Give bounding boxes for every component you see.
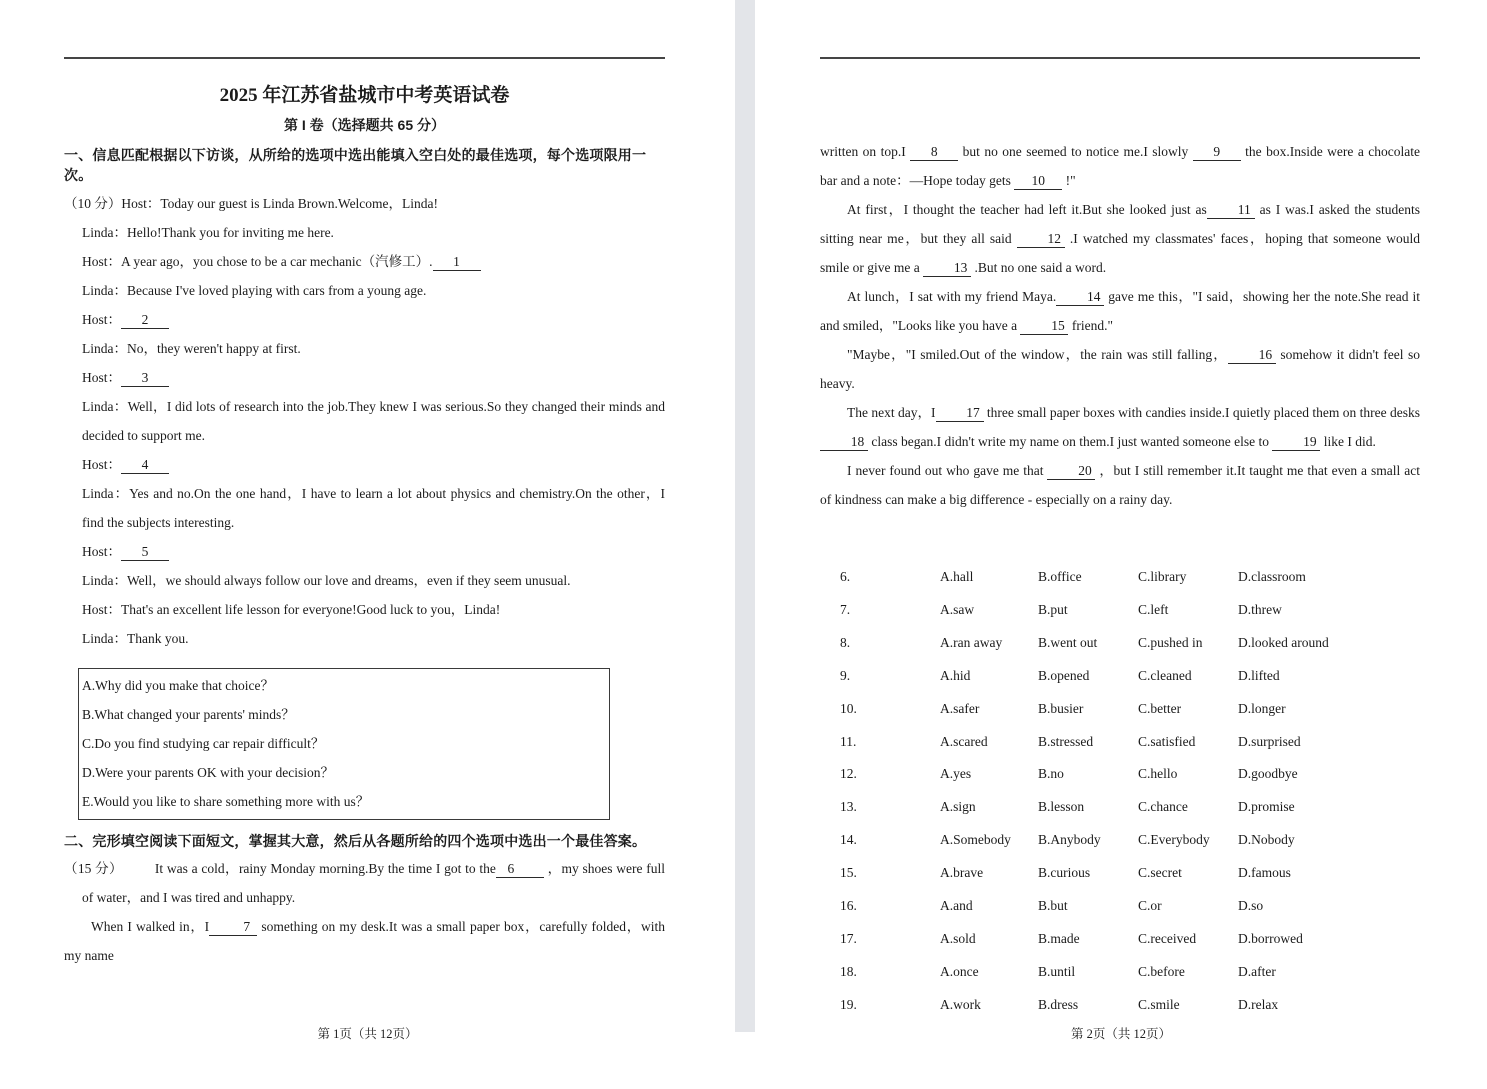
choice-d: D.so [1238,898,1264,914]
header-rule [64,57,665,59]
choice-a: A.once [940,963,979,979]
choice-row [840,824,1420,857]
answer-blank-7: 7 [209,919,257,936]
dialogue-line: Host：A year ago，you chose to be a car mechanic（汽修工）. 1 [64,247,665,276]
question-number: 15. [840,865,857,881]
page2-footer: 第 2页（共 12页） [1070,1027,1171,1041]
option-item: C.Do you find studying car repair difficult？ [82,736,325,751]
choice-a: A.sign [940,799,976,815]
option-item: A.Why did you make that choice？ [82,678,274,693]
dialogue-line: （10 分）Host：Today our guest is Linda Brown.Welcome，Linda! [64,196,439,211]
question-number: 19. [840,996,857,1012]
choice-c: C.before [1138,963,1185,979]
choice-table [820,561,1420,1022]
dialogue-line: Host： 4 [64,450,665,479]
choice-c: C.secret [1138,865,1182,881]
choice-b: B.made [1038,930,1080,946]
answer-blank-3: 3 [121,370,169,387]
choice-b: B.office [1038,569,1082,584]
question-number: 7. [840,601,851,617]
cloze-paragraph: written on top.I 8 but no one seemed to notice me.I slowly 9 the box.Inside were a chocolate bar and a note：—Hope today gets 10 !" [820,144,1420,188]
choice-row [840,857,1420,890]
cloze-paragraph: I never found out who gave me that 20 ，but I still remember it.It taught me that even a small act of kindness can make a big difference - especially on a rainy day. [820,463,1420,507]
choice-d: D.Nobody [1238,832,1295,848]
cloze-passage-block [820,59,1420,514]
answer-blank-14: 14 [1056,289,1104,306]
answer-blank-1: 1 [433,254,481,271]
page-2 [755,0,1487,1041]
page-title: 2025 年江苏省盐城市中考英语试卷 [219,85,510,106]
answer-blank-10: 10 [1014,173,1062,190]
answer-blank-16: 16 [1228,347,1276,364]
dialogue-line: Linda：Hello!Thank you for inviting me here. [82,225,334,240]
choice-row [840,791,1420,824]
dialogue-line: Host： 5 [64,537,665,566]
options-box [78,668,610,820]
choice-a: A.and [940,898,973,914]
cloze-paragraph: The next day，I 17 three small paper boxes with candies inside.I quietly placed them on three desks 18 class began.I didn't write my name on them.I just wanted someone else to 19 like I did. [820,398,1420,456]
choice-row [840,923,1420,956]
cloze-paragraph: At lunch，I sat with my friend Maya. 14 gave me this，"I said，showing her the note.She read it and smiled，"Looks like you have a 15 friend." [820,289,1420,333]
answer-blank-4: 4 [121,457,169,474]
choice-d: D.lifted [1238,667,1280,683]
choice-d: D.relax [1238,996,1279,1012]
cloze-paragraph: "Maybe，"I smiled.Out of the window，the rain was still falling， 16 somehow it didn't feel so heavy. [820,347,1421,391]
choice-b: B.put [1038,601,1068,617]
cloze-intro-block [64,854,665,970]
choice-c: C.smile [1138,996,1180,1012]
choice-c: C.chance [1138,799,1188,815]
cloze-paragraph: When I walked in，I 7 something on my desk.It was a small paper box，carefully folded，with my name [64,919,665,963]
answer-blank-19: 19 [1272,434,1320,451]
choice-c: C.left [1138,601,1169,617]
choice-b: B.no [1038,766,1064,782]
dialogue-block [64,189,665,653]
choice-c: C.hello [1138,766,1178,782]
choice-a: A.saw [940,601,975,617]
option-item: E.Would you like to share something more with us？ [82,794,370,809]
question-number: 16. [840,898,857,914]
question-number: 10. [840,700,857,716]
choice-row [840,693,1420,726]
section2-heading: 二、完形填空阅读下面短文，掌握其大意，然后从各题所给的四个选项中选出一个最佳答案。 [64,833,647,849]
choice-b: B.curious [1038,865,1091,881]
answer-blank-12: 12 [1017,231,1065,248]
choice-b: B.Anybody [1038,832,1101,848]
choice-a: A.yes [940,766,972,782]
choice-row [840,726,1420,759]
answer-blank-13: 13 [923,260,971,277]
choice-b: B.but [1038,898,1068,914]
choice-row [840,956,1420,989]
question-number: 9. [840,667,851,683]
question-number: 6. [840,569,851,584]
choice-c: C.pushed in [1138,634,1203,650]
dialogue-line: Linda：Well，we should always follow our love and dreams，even if they seem unusual. [82,573,571,588]
choice-a: A.work [940,996,981,1012]
question-number: 17. [840,930,857,946]
page-divider [735,0,755,1032]
dialogue-line: Host： 3 [64,363,665,392]
answer-blank-2: 2 [121,312,169,329]
answer-blank-18: 18 [820,434,868,451]
question-number: 14. [840,832,857,848]
choice-d: D.threw [1238,601,1282,617]
choice-c: C.Everybody [1138,832,1210,848]
choice-c: C.or [1138,898,1162,914]
choice-b: B.until [1038,963,1076,979]
choice-b: B.stressed [1038,733,1094,749]
choice-c: C.received [1138,930,1197,946]
choice-a: A.Somebody [940,832,1011,848]
choice-b: B.opened [1038,667,1090,683]
choice-c: C.better [1138,700,1182,716]
answer-blank-9: 9 [1193,144,1241,161]
cloze-paragraph: （15 分） It was a cold，rainy Monday morning.By the time I got to the 6 ，my shoes were full of water，and I was tired and unhappy. [64,861,666,905]
choice-row [840,758,1420,791]
dialogue-line: Linda：Thank you. [82,631,189,646]
choice-d: D.goodbye [1238,766,1298,782]
choice-row [840,594,1420,627]
answer-blank-20: 20 [1047,463,1095,480]
page1-footer: 第 1页（共 12页） [317,1027,418,1041]
choice-b: B.dress [1038,996,1079,1012]
choice-d: D.promise [1238,799,1295,815]
answer-blank-15: 15 [1020,318,1068,335]
answer-blank-6: 6 [496,861,544,878]
option-item: D.Were your parents OK with your decision？ [82,765,334,780]
choice-d: D.surprised [1238,733,1301,749]
dialogue-line: Host：That's an excellent life lesson for everyone!Good luck to you，Linda! [82,602,501,617]
question-number: 8. [840,634,851,650]
answer-blank-17: 17 [936,405,984,422]
choice-b: B.busier [1038,700,1084,716]
cloze-paragraph: At first，I thought the teacher had left it.But she looked just as 11 as I was.I asked the students sitting near me，but they all said 12 .I watched my classmates' faces，hoping that someone would smile or give me a 13 .But no one said a word. [820,202,1421,275]
choice-d: D.looked around [1238,634,1329,650]
choice-a: A.brave [940,865,984,881]
choice-row [840,660,1420,693]
choice-a: A.ran away [940,634,1003,650]
choice-row [840,890,1420,923]
option-item: B.What changed your parents' minds？ [82,707,295,722]
choice-d: D.after [1238,963,1276,979]
question-number: 12. [840,766,857,782]
volume-subtitle: 第 I 卷（选择题共 65 分） [283,117,446,133]
answer-blank-5: 5 [121,544,169,561]
dialogue-line: Linda：No，they weren't happy at first. [82,341,301,356]
page-1 [0,0,735,1041]
choice-a: A.sold [940,930,976,946]
choice-c: C.satisfied [1138,733,1196,749]
question-number: 18. [840,963,857,979]
answer-blank-11: 11 [1207,202,1255,219]
dialogue-line: Host： 2 [64,305,665,334]
choice-a: A.hid [940,667,971,683]
choice-d: D.famous [1238,865,1291,881]
question-number: 13. [840,799,857,815]
answer-blank-8: 8 [910,144,958,161]
section1-heading: 一、信息匹配根据以下访谈，从所给的选项中选出能填入空白处的最佳选项，每个选项限用一次。 [64,147,647,183]
choice-d: D.borrowed [1238,930,1303,946]
choice-row [840,989,1420,1022]
dialogue-line: Linda：Yes and no.On the one hand，I have to learn a lot about physics and chemistry.On the other，I find the subjects interesting. [82,486,665,530]
dialogue-line: Linda：Because I've loved playing with cars from a young age. [82,283,427,298]
choice-d: D.longer [1238,700,1286,716]
question-number: 11. [840,733,857,749]
choice-row [840,561,1420,594]
choice-a: A.scared [940,733,988,749]
choice-b: B.went out [1038,634,1098,650]
choice-row [840,627,1420,660]
choice-b: B.lesson [1038,799,1085,815]
choice-c: C.library [1138,569,1187,584]
choice-a: A.hall [940,569,974,584]
dialogue-line: Linda：Well，I did lots of research into the job.They knew I was serious.So they changed their minds and decided to support me. [82,399,665,443]
choice-a: A.safer [940,700,980,716]
choice-c: C.cleaned [1138,667,1192,683]
choice-d: D.classroom [1238,569,1306,584]
